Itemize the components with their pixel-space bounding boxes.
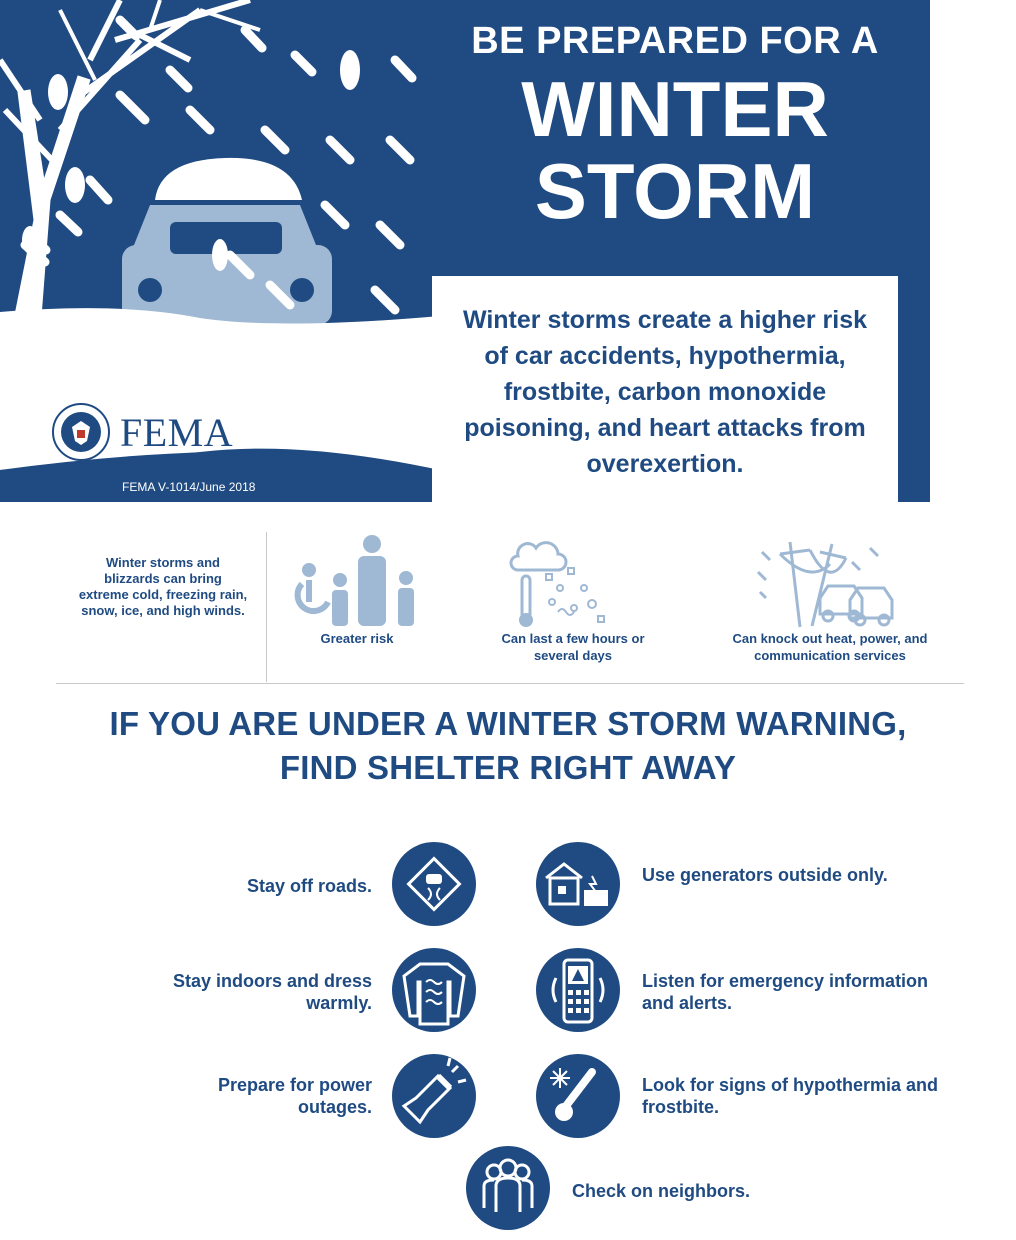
intro-box [432,276,898,502]
header-banner [0,0,930,502]
warning-line-1: IF YOU ARE UNDER A WINTER STORM WARNING, [109,705,907,742]
generator-outside-icon [536,842,620,926]
snowflake-thermometer-icon [536,1054,620,1138]
family-wheelchair-icon [282,532,432,630]
slippery-road-icon [392,842,476,926]
action-stay-indoors [392,948,476,1032]
facts-divider [266,532,267,682]
action-stay-off-roads [392,842,476,926]
snow-covered-car-icon [122,158,332,325]
emergency-radio-icon [536,948,620,1032]
fema-wordmark: FEMA [120,409,234,455]
flashlight-icon [392,1054,476,1138]
title-line-2: WINTER [521,65,829,153]
fema-logo [52,403,233,461]
warning-line-2: FIND SHELTER RIGHT AWAY [279,749,737,786]
action-stay-off-roads-label: Stay off roads. [246,876,372,896]
action-power-outages-label: Prepare for power outages. [217,1075,372,1117]
action-neighbors [466,1146,550,1230]
action-hypothermia [536,1054,620,1138]
downed-powerlines-icon [720,532,940,630]
fact-duration-label: Can last a few hours or several days [501,631,645,663]
facts-lead-text: Winter storms and blizzards can bring extreme cold, freezing rain, snow, ice, and high winds. [78,555,248,618]
action-generators [536,842,620,926]
action-power-outages [392,1054,476,1138]
group-people-icon [466,1146,550,1230]
action-generators-label: Use generators outside only. [642,865,888,885]
cloud-thermometer-icon [488,532,658,630]
title-line-1: BE PREPARED FOR A [471,20,879,62]
title-block [440,18,910,235]
fact-greater-risk-label: Greater risk [320,631,394,646]
facts-rule [56,683,964,684]
fact-services [720,532,940,664]
fact-greater-risk [282,532,432,647]
action-neighbors-label: Check on neighbors. [572,1181,751,1201]
document-id: FEMA V-1014/June 2018 [122,480,256,494]
sweater-icon [392,948,476,1032]
intro-text: Winter storms create a higher risk of car accidents, hypothermia, frostbite, carbon monoxide poisoning, and heart attacks from overexertion. [462,306,868,478]
action-listen [536,948,620,1032]
action-stay-indoors-label: Stay indoors and dress warmly. [172,971,372,1013]
action-hypothermia-label: Look for signs of hypothermia and frostbite. [642,1075,939,1117]
dhs-seal-icon [52,403,110,461]
title-line-3: STORM [534,147,816,235]
fact-duration [488,532,658,664]
action-listen-label: Listen for emergency information and alerts. [642,971,929,1013]
fact-services-label: Can knock out heat, power, and communication services [732,631,928,663]
warning-heading [0,702,1016,790]
